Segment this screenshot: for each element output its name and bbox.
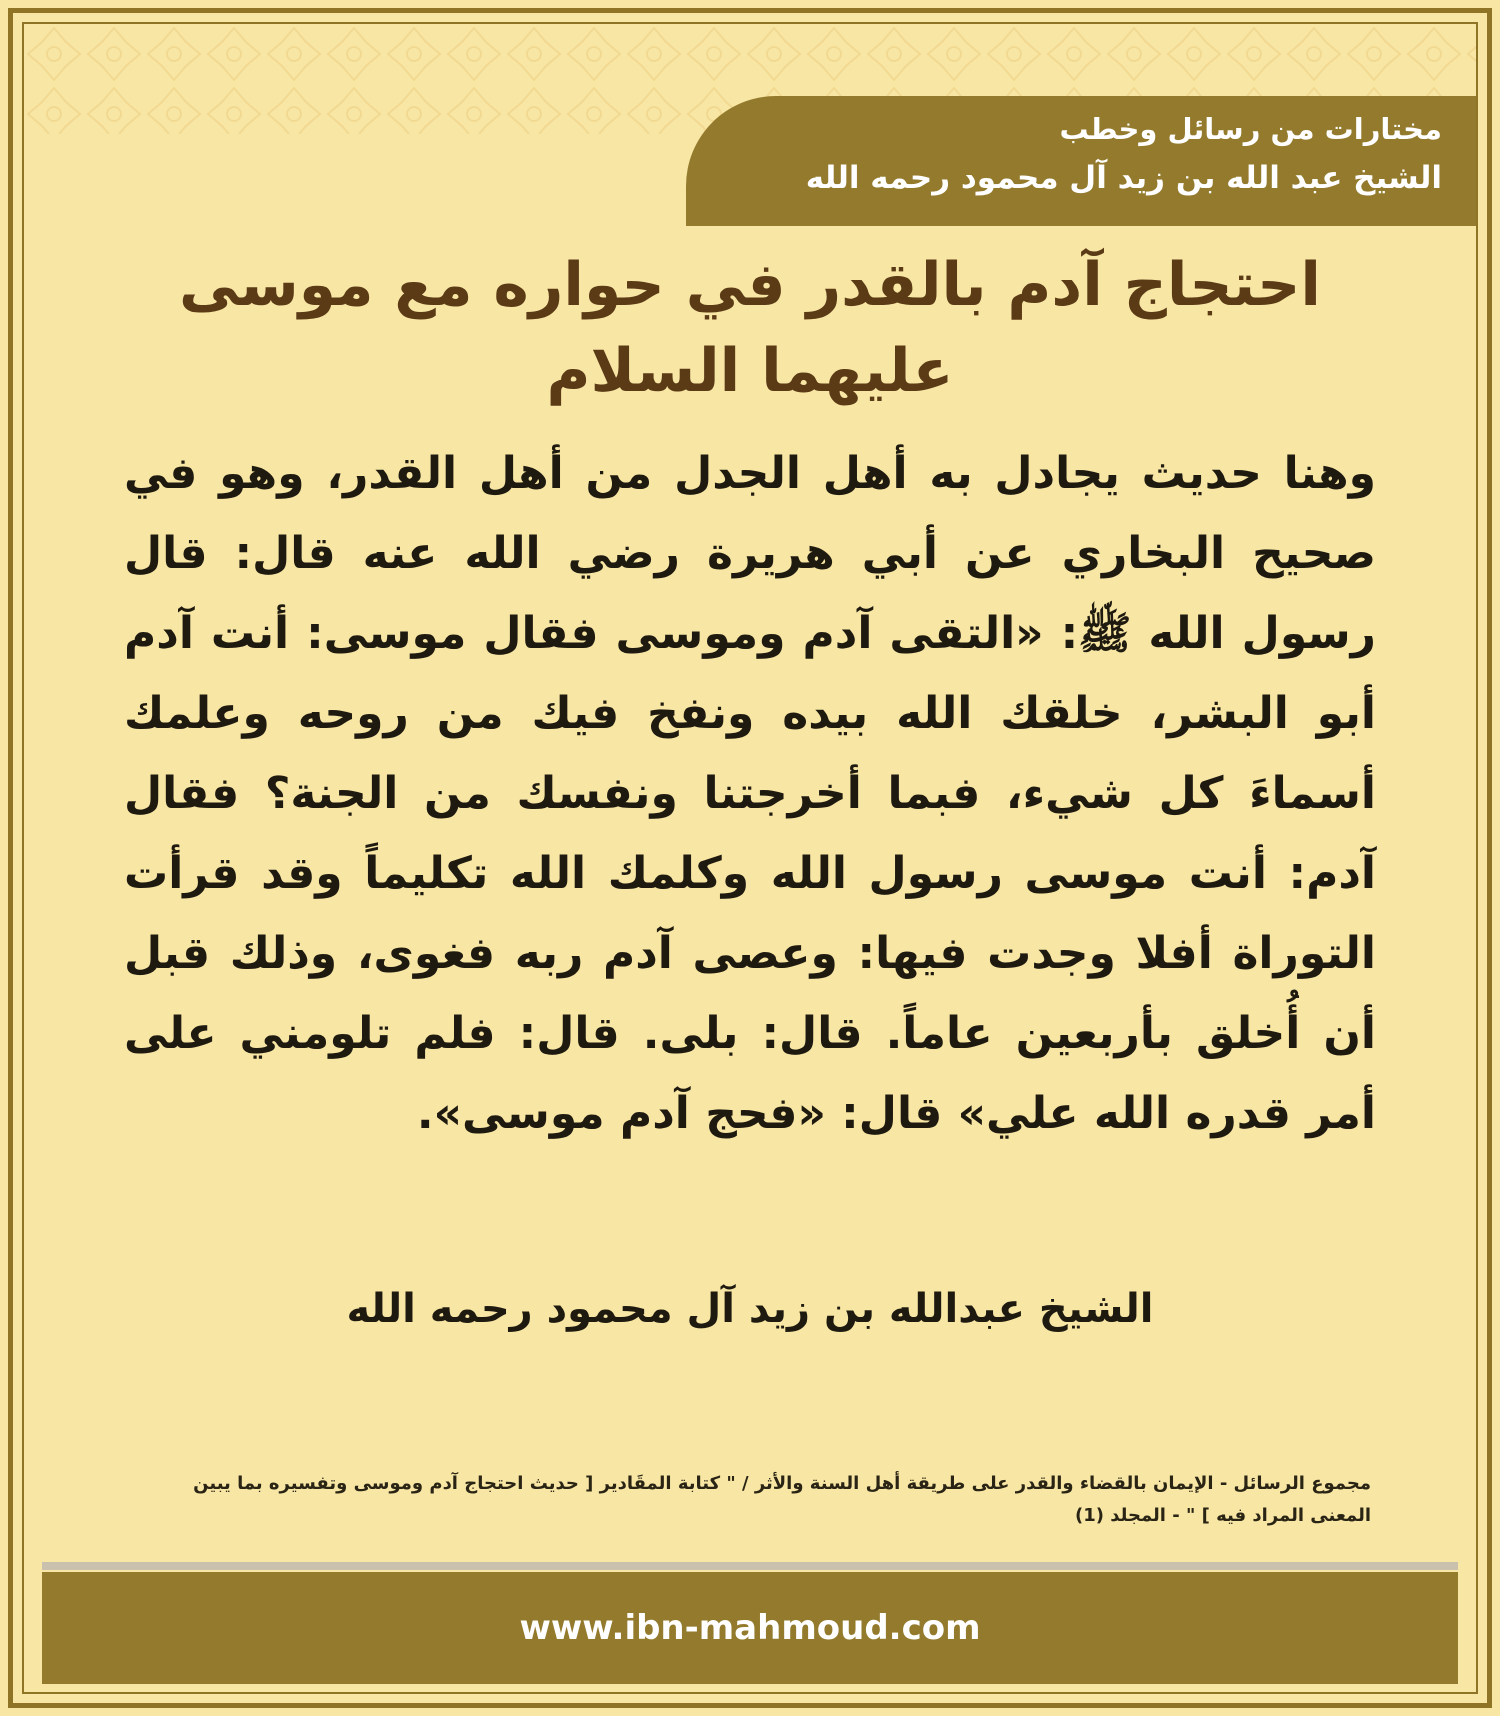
- body-text: وهنا حديث يجادل به أهل الجدل من أهل القدر، وهو في صحيح البخاري عن أبي هريرة رضي الله عنه قال: قال رسول الله ﷺ: «التقى آدم وموسى فقال موسى: أنت آدم أبو البشر، خلقك الله بيده ونفخ فيك من روحه وعلمك أسماءَ كل شيء، فبما أخرجتنا ونفسك من الجنة؟ فقال آدم: أنت موسى رسول الله وكلمك الله تكليماً وقد قرأت التوراة أفلا وجدت فيها: وعصى آدم ربه فغوى، وذلك قبل أن أُخلق بأربعين عاماً. قال: بلى. قال: فلم تلومني على أمر قدره الله علي» قال: «فحج آدم موسى».: [124, 448, 1376, 1139]
- author-signature: الشيخ عبدالله بن زيد آل محمود رحمه الله: [346, 1286, 1154, 1332]
- header-band: [686, 96, 1476, 226]
- footer-divider: [42, 1562, 1458, 1570]
- inner-frame: [22, 22, 1478, 1694]
- source-citation: مجموع الرسائل - الإيمان بالقضاء والقدر على طريقة أهل السنة والأثر / " كتابة المقَادير [ حديث احتجاج آدم وموسى وتفسيره بما يبين المعنى المراد فيه ] " - المجلد (1): [193, 1473, 1371, 1526]
- header-author: الشيخ عبد الله بن زيد آل محمود رحمه الله: [805, 160, 1442, 196]
- page-title: احتجاج آدم بالقدر في حواره مع موسى عليهما السلام: [179, 250, 1321, 406]
- website-link[interactable]: www.ibn-mahmoud.com: [519, 1608, 981, 1648]
- footer-band: [42, 1572, 1458, 1684]
- header-series-title: مختارات من رسائل وخطب: [1059, 112, 1442, 146]
